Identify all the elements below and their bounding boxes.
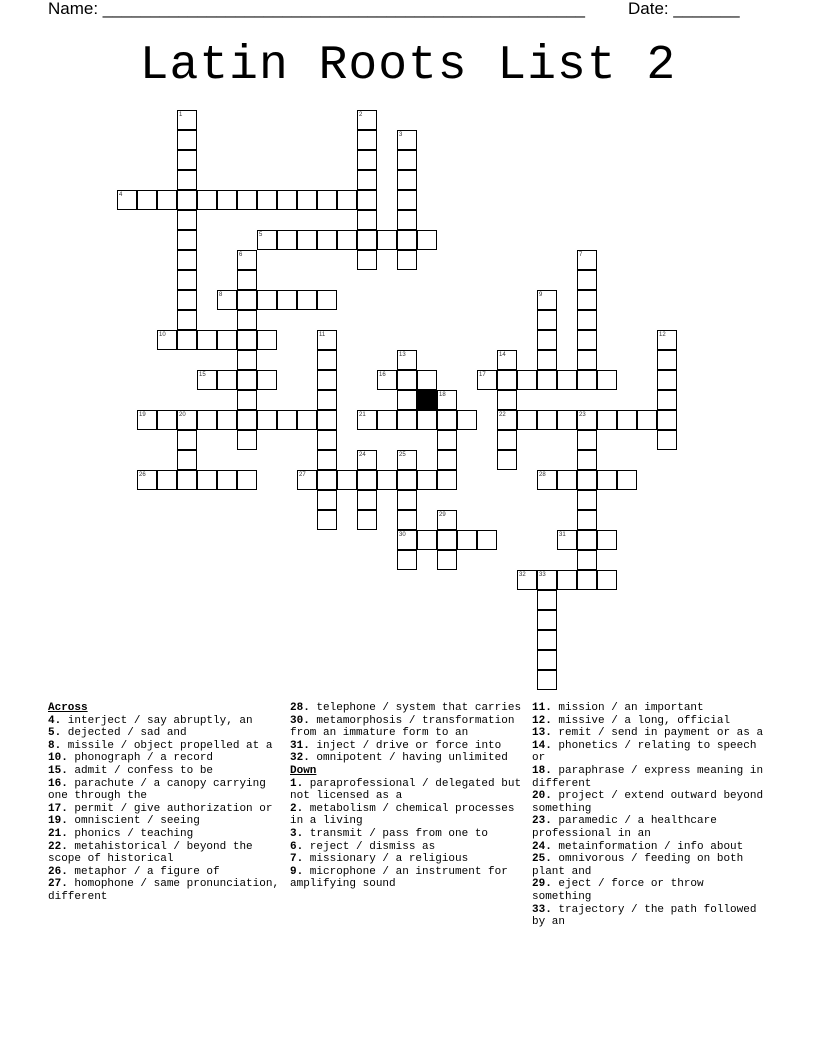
- clue-item-number: 24.: [532, 840, 552, 853]
- grid-cell[interactable]: [297, 190, 317, 210]
- grid-cell[interactable]: [177, 130, 197, 150]
- grid-cell[interactable]: [317, 350, 337, 370]
- grid-cell[interactable]: [437, 430, 457, 450]
- clue-item-text: missile / object propelled at a: [61, 739, 273, 752]
- grid-cell[interactable]: [177, 270, 197, 290]
- clue-item-number: 15.: [48, 764, 68, 777]
- clue-item-number: 27.: [48, 878, 68, 891]
- clue-number: 25: [399, 452, 406, 458]
- grid-cell[interactable]: [397, 190, 417, 210]
- grid-cell[interactable]: [397, 170, 417, 190]
- shaded-grid-cell: [417, 390, 437, 410]
- grid-cell[interactable]: [177, 150, 197, 170]
- grid-cell[interactable]: [397, 390, 417, 410]
- grid-cell[interactable]: [277, 410, 297, 430]
- grid-cell[interactable]: [497, 450, 517, 470]
- grid-cell[interactable]: [237, 310, 257, 330]
- clue-item-text: omnipotent / having unlimited: [309, 752, 508, 765]
- clue-item-number: 10.: [48, 752, 68, 765]
- clue-item-number: 31.: [290, 739, 310, 752]
- clue-number: 30: [399, 532, 406, 538]
- clue-item-number: 28.: [290, 702, 310, 714]
- clue-item-text: omniscient / seeing: [67, 815, 200, 828]
- grid-cell[interactable]: [657, 370, 677, 390]
- clue-item: [532, 878, 764, 903]
- grid-cell[interactable]: [237, 390, 257, 410]
- grid-cell[interactable]: [217, 470, 237, 490]
- clue-item: [48, 878, 280, 903]
- grid-cell[interactable]: [637, 410, 657, 430]
- grid-cell[interactable]: [357, 470, 377, 490]
- grid-cell[interactable]: [577, 430, 597, 450]
- grid-cell[interactable]: [497, 430, 517, 450]
- clue-item-number: 16.: [48, 777, 68, 790]
- clue-item: [48, 828, 280, 841]
- grid-cell[interactable]: [657, 350, 677, 370]
- clue-item: [532, 815, 764, 840]
- clue-item-text: reject / dismiss as: [303, 840, 436, 853]
- grid-cell[interactable]: [277, 230, 297, 250]
- clue-item-text: phonics / teaching: [67, 827, 194, 840]
- clue-number: 16: [379, 372, 386, 378]
- grid-cell[interactable]: [237, 350, 257, 370]
- grid-cell[interactable]: [317, 470, 337, 490]
- grid-cell[interactable]: [257, 370, 277, 390]
- grid-cell[interactable]: [257, 290, 277, 310]
- grid-cell[interactable]: [657, 410, 677, 430]
- grid-cell[interactable]: [397, 230, 417, 250]
- grid-cell[interactable]: [317, 450, 337, 470]
- clue-item: [48, 740, 280, 753]
- grid-cell[interactable]: [177, 230, 197, 250]
- clue-item: [290, 828, 522, 841]
- grid-cell[interactable]: [357, 210, 377, 230]
- grid-cell[interactable]: [397, 550, 417, 570]
- clue-number: 8: [219, 292, 223, 298]
- grid-cell[interactable]: [597, 570, 617, 590]
- grid-cell[interactable]: [277, 190, 297, 210]
- grid-cell[interactable]: [217, 410, 237, 430]
- grid-cell[interactable]: [417, 230, 437, 250]
- grid-cell[interactable]: [457, 530, 477, 550]
- clue-item: [48, 841, 280, 866]
- grid-cell[interactable]: [417, 370, 437, 390]
- grid-cell[interactable]: [577, 270, 597, 290]
- grid-cell[interactable]: [317, 390, 337, 410]
- grid-cell[interactable]: [537, 590, 557, 610]
- clue-item-text: omnivorous / feeding on both plant and: [532, 853, 744, 878]
- grid-cell[interactable]: [417, 530, 437, 550]
- grid-cell[interactable]: [397, 150, 417, 170]
- clue-number: 14: [499, 352, 506, 358]
- grid-cell[interactable]: [357, 170, 377, 190]
- grid-cell[interactable]: [397, 410, 417, 430]
- clue-number: 5: [259, 232, 263, 238]
- clue-number: 33: [539, 572, 546, 578]
- grid-cell[interactable]: [417, 470, 437, 490]
- grid-cell[interactable]: [617, 470, 637, 490]
- grid-cell[interactable]: [177, 470, 197, 490]
- clue-item-text: metainformation / info about: [551, 840, 744, 853]
- grid-cell[interactable]: [497, 370, 517, 390]
- clue-item-text: metabolism / chemical processes in a living: [290, 802, 515, 828]
- clue-item: [48, 715, 280, 728]
- grid-cell[interactable]: [257, 410, 277, 430]
- clue-item-text: paraprofessional / delegated but not licensed as a: [290, 777, 522, 803]
- grid-cell[interactable]: [517, 410, 537, 430]
- clue-item-number: 4.: [48, 714, 62, 727]
- clue-item: [532, 790, 764, 815]
- grid-cell[interactable]: [577, 450, 597, 470]
- clue-item-text: missive / a long, official: [551, 714, 731, 727]
- grid-cell[interactable]: [237, 190, 257, 210]
- clue-number: 24: [359, 452, 366, 458]
- grid-cell[interactable]: [397, 210, 417, 230]
- clue-number: 27: [299, 472, 306, 478]
- clue-item-text: metahistorical / beyond the scope of historical: [48, 840, 253, 866]
- clue-item: [532, 702, 764, 715]
- grid-cell[interactable]: [397, 370, 417, 390]
- grid-cell[interactable]: [577, 330, 597, 350]
- clue-item-number: 25.: [532, 853, 552, 866]
- grid-cell[interactable]: [357, 190, 377, 210]
- grid-cell[interactable]: [317, 490, 337, 510]
- grid-cell[interactable]: [317, 230, 337, 250]
- grid-cell[interactable]: [337, 470, 357, 490]
- grid-cell[interactable]: [537, 610, 557, 630]
- grid-cell[interactable]: [277, 290, 297, 310]
- clue-item-number: 33.: [532, 903, 552, 916]
- clue-number: 32: [519, 572, 526, 578]
- clue-item: [290, 715, 522, 740]
- clue-number: 23: [579, 412, 586, 418]
- clue-number: 31: [559, 532, 566, 538]
- clue-column-2: [290, 702, 522, 891]
- grid-cell[interactable]: [517, 370, 537, 390]
- grid-cell[interactable]: [237, 370, 257, 390]
- grid-cell[interactable]: [197, 330, 217, 350]
- clue-item: [532, 904, 764, 929]
- clue-item-text: paramedic / a healthcare professional in an: [532, 815, 717, 840]
- clue-item: [290, 752, 522, 765]
- grid-cell[interactable]: [237, 270, 257, 290]
- clue-item-number: 30.: [290, 714, 310, 727]
- clue-item-text: mission / an important: [551, 702, 704, 714]
- clue-item-text: project / extend outward beyond something: [532, 790, 764, 815]
- down-heading: Down: [290, 764, 317, 777]
- grid-cell[interactable]: [397, 250, 417, 270]
- grid-cell[interactable]: [357, 250, 377, 270]
- clue-item-number: 14.: [532, 739, 552, 752]
- grid-cell[interactable]: [217, 330, 237, 350]
- clue-column-3: [532, 702, 764, 929]
- grid-cell[interactable]: [317, 370, 337, 390]
- grid-cell[interactable]: [597, 470, 617, 490]
- clue-number: 20: [179, 412, 186, 418]
- grid-cell[interactable]: [597, 410, 617, 430]
- clue-item-text: telephone / system that carries: [309, 702, 522, 714]
- clue-item-text: microphone / an instrument for amplifying sound: [290, 865, 508, 891]
- grid-cell[interactable]: [177, 330, 197, 350]
- clue-item-text: trajectory / the path followed by an: [532, 903, 757, 929]
- grid-cell[interactable]: [177, 250, 197, 270]
- clue-number: 10: [159, 332, 166, 338]
- clue-item-text: dejected / sad and: [61, 727, 187, 740]
- clue-number: 17: [479, 372, 486, 378]
- grid-cell[interactable]: [237, 470, 257, 490]
- grid-cell[interactable]: [437, 470, 457, 490]
- grid-cell[interactable]: [597, 370, 617, 390]
- grid-cell[interactable]: [577, 370, 597, 390]
- grid-cell[interactable]: [197, 470, 217, 490]
- clue-number: 15: [199, 372, 206, 378]
- grid-cell[interactable]: [457, 410, 477, 430]
- grid-cell[interactable]: [257, 190, 277, 210]
- grid-cell[interactable]: [597, 530, 617, 550]
- across-heading: Across: [48, 702, 88, 714]
- grid-cell[interactable]: [177, 310, 197, 330]
- grid-cell[interactable]: [397, 510, 417, 530]
- grid-cell[interactable]: [317, 430, 337, 450]
- clue-item-number: 26.: [48, 865, 68, 878]
- clue-number: 12: [659, 332, 666, 338]
- clue-item-number: 13.: [532, 727, 552, 740]
- clue-item-number: 19.: [48, 815, 68, 828]
- clue-item: [532, 765, 764, 790]
- clue-item-number: 5.: [48, 727, 62, 740]
- grid-cell[interactable]: [537, 410, 557, 430]
- clue-number: 3: [399, 132, 403, 138]
- clue-item-text: phonograph / a record: [67, 752, 214, 765]
- clue-item: [48, 778, 280, 803]
- grid-cell[interactable]: [577, 470, 597, 490]
- grid-cell[interactable]: [577, 510, 597, 530]
- grid-cell[interactable]: [357, 490, 377, 510]
- grid-cell[interactable]: [337, 190, 357, 210]
- grid-cell[interactable]: [237, 430, 257, 450]
- grid-cell[interactable]: [157, 190, 177, 210]
- clue-number: 7: [579, 252, 583, 258]
- clue-number: 19: [139, 412, 146, 418]
- grid-cell[interactable]: [357, 230, 377, 250]
- grid-cell[interactable]: [557, 570, 577, 590]
- clue-item-number: 12.: [532, 714, 552, 727]
- clue-item-text: permit / give authorization or: [67, 802, 273, 815]
- grid-cell[interactable]: [217, 190, 237, 210]
- clue-item: [290, 778, 522, 803]
- clue-number: 2: [359, 112, 363, 118]
- clue-item-number: 1.: [290, 777, 304, 790]
- clue-item-number: 29.: [532, 878, 552, 891]
- clue-item-number: 6.: [290, 840, 304, 853]
- clue-number: 9: [539, 292, 543, 298]
- grid-cell[interactable]: [217, 370, 237, 390]
- grid-cell[interactable]: [297, 230, 317, 250]
- clue-number: 18: [439, 392, 446, 398]
- grid-cell[interactable]: [137, 190, 157, 210]
- clue-item-text: metaphor / a figure of: [67, 865, 220, 878]
- grid-cell[interactable]: [557, 410, 577, 430]
- clue-item: [48, 727, 280, 740]
- clue-item-number: 3.: [290, 827, 304, 840]
- clue-item-text: parachute / a canopy carrying one through the: [48, 777, 266, 803]
- clue-item-text: phonetics / relating to speech or: [532, 739, 757, 765]
- clue-number: 21: [359, 412, 366, 418]
- clue-item-number: 7.: [290, 853, 304, 866]
- grid-cell[interactable]: [437, 410, 457, 430]
- grid-cell[interactable]: [577, 570, 597, 590]
- grid-cell[interactable]: [177, 190, 197, 210]
- grid-cell[interactable]: [617, 410, 637, 430]
- grid-cell[interactable]: [177, 290, 197, 310]
- grid-cell[interactable]: [477, 530, 497, 550]
- grid-cell[interactable]: [197, 410, 217, 430]
- grid-cell[interactable]: [197, 190, 217, 210]
- clue-number: 29: [439, 512, 446, 518]
- clue-number: 13: [399, 352, 406, 358]
- clue-item-number: 9.: [290, 865, 304, 878]
- clue-item-number: 21.: [48, 827, 68, 840]
- date-field-label: Date: _______: [628, 0, 740, 18]
- grid-cell[interactable]: [357, 130, 377, 150]
- clue-number: 26: [139, 472, 146, 478]
- grid-cell[interactable]: [657, 390, 677, 410]
- clue-number: 28: [539, 472, 546, 478]
- grid-cell[interactable]: [537, 630, 557, 650]
- grid-cell[interactable]: [317, 290, 337, 310]
- clue-item-text: eject / force or throw something: [532, 878, 704, 903]
- clue-item: [290, 853, 522, 866]
- clue-item: [48, 752, 280, 765]
- grid-cell[interactable]: [537, 370, 557, 390]
- clue-item-text: missionary / a religious: [303, 853, 469, 866]
- clue-item-number: 20.: [532, 790, 552, 803]
- grid-cell[interactable]: [237, 290, 257, 310]
- clue-item: [290, 866, 522, 891]
- grid-cell[interactable]: [237, 330, 257, 350]
- clue-number: 11: [319, 332, 326, 338]
- clue-item-text: inject / drive or force into: [309, 739, 502, 752]
- grid-cell[interactable]: [657, 430, 677, 450]
- clue-item: [48, 866, 280, 879]
- clue-item-number: 18.: [532, 764, 552, 777]
- grid-cell[interactable]: [337, 230, 357, 250]
- clue-item-number: 22.: [48, 840, 68, 853]
- grid-cell[interactable]: [357, 510, 377, 530]
- clue-item-number: 8.: [48, 739, 62, 752]
- grid-cell[interactable]: [577, 550, 597, 570]
- clue-item: [290, 803, 522, 828]
- grid-cell[interactable]: [177, 210, 197, 230]
- grid-cell[interactable]: [437, 530, 457, 550]
- grid-cell[interactable]: [397, 470, 417, 490]
- clue-number: 1: [179, 112, 183, 118]
- clue-item: [48, 803, 280, 816]
- grid-cell[interactable]: [357, 150, 377, 170]
- grid-cell[interactable]: [577, 290, 597, 310]
- grid-cell[interactable]: [437, 550, 457, 570]
- grid-cell[interactable]: [537, 670, 557, 690]
- grid-cell[interactable]: [317, 510, 337, 530]
- clue-item: [290, 740, 522, 753]
- clue-number: 4: [119, 192, 123, 198]
- grid-cell[interactable]: [157, 470, 177, 490]
- grid-cell[interactable]: [537, 650, 557, 670]
- grid-cell[interactable]: [417, 410, 437, 430]
- clue-item-number: 17.: [48, 802, 68, 815]
- clue-item-text: admit / confess to be: [67, 764, 214, 777]
- grid-cell[interactable]: [497, 390, 517, 410]
- clue-item-number: 2.: [290, 802, 304, 815]
- clue-item-number: 32.: [290, 752, 310, 765]
- grid-cell[interactable]: [557, 370, 577, 390]
- clue-item: [48, 765, 280, 778]
- grid-cell[interactable]: [537, 330, 557, 350]
- clue-number: 22: [499, 412, 506, 418]
- grid-cell[interactable]: [177, 170, 197, 190]
- clue-item: [532, 727, 764, 740]
- clue-column-1: [48, 702, 280, 904]
- grid-cell[interactable]: [397, 490, 417, 510]
- grid-cell[interactable]: [557, 470, 577, 490]
- clue-number: 6: [239, 252, 243, 258]
- clue-item: [290, 702, 522, 715]
- grid-cell[interactable]: [577, 530, 597, 550]
- clue-item: [532, 740, 764, 765]
- clue-item-text: metamorphosis / transformation from an immature form to an: [290, 714, 515, 740]
- grid-cell[interactable]: [537, 350, 557, 370]
- name-field-label: Name: ___________________________________________________: [48, 0, 585, 18]
- grid-cell[interactable]: [317, 410, 337, 430]
- grid-cell[interactable]: [377, 410, 397, 430]
- grid-cell[interactable]: [157, 410, 177, 430]
- grid-cell[interactable]: [237, 410, 257, 430]
- grid-cell[interactable]: [177, 430, 197, 450]
- grid-cell[interactable]: [537, 310, 557, 330]
- grid-cell[interactable]: [437, 450, 457, 470]
- clue-item: [532, 841, 764, 854]
- grid-cell[interactable]: [377, 230, 397, 250]
- grid-cell[interactable]: [577, 350, 597, 370]
- clue-item: [532, 853, 764, 878]
- grid-cell[interactable]: [577, 490, 597, 510]
- clue-item: [48, 815, 280, 828]
- clue-item-number: 11.: [532, 702, 552, 714]
- grid-cell[interactable]: [377, 470, 397, 490]
- clue-item-text: remit / send in payment or as a: [551, 727, 764, 740]
- clue-item-text: homophone / same pronunciation, different: [48, 878, 280, 903]
- clue-item-text: interject / say abruptly, an: [61, 714, 253, 727]
- grid-cell[interactable]: [297, 290, 317, 310]
- grid-cell[interactable]: [257, 330, 277, 350]
- grid-cell[interactable]: [577, 310, 597, 330]
- grid-cell[interactable]: [297, 410, 317, 430]
- clue-item: [290, 841, 522, 854]
- clue-item-text: transmit / pass from one to: [303, 827, 489, 840]
- clue-item: [532, 715, 764, 728]
- page-title: Latin Roots List 2: [139, 39, 677, 93]
- clue-item-text: paraphrase / express meaning in different: [532, 764, 764, 790]
- grid-cell[interactable]: [317, 190, 337, 210]
- clue-item-number: 23.: [532, 815, 552, 828]
- grid-cell[interactable]: [177, 450, 197, 470]
